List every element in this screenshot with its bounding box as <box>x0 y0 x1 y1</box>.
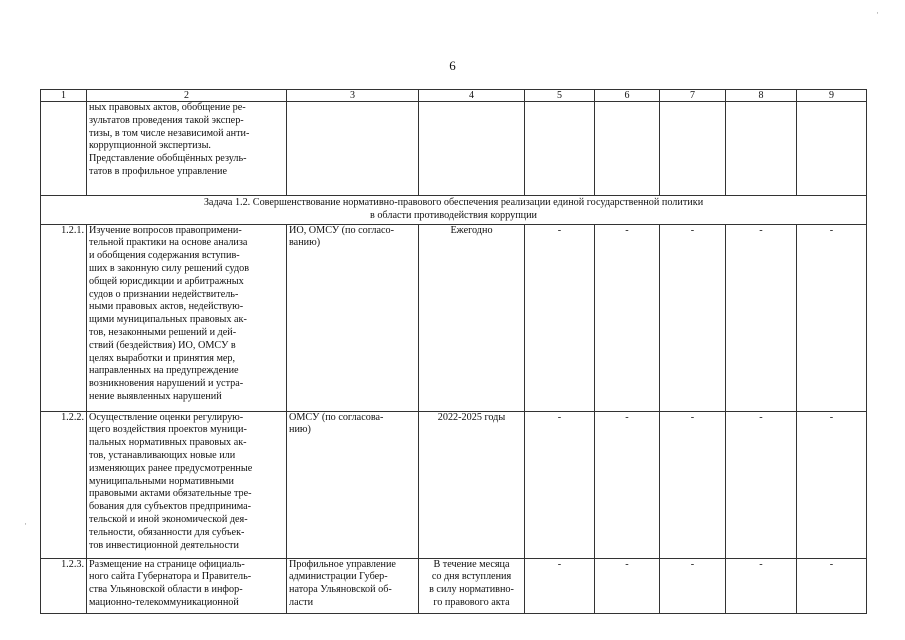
text-line: ших в законную силу решений судов <box>89 262 250 274</box>
text-line: Ежегодно <box>450 224 493 236</box>
text-line: нию) <box>289 424 311 436</box>
text-line: тов, незаконными решений и дей- <box>89 326 237 338</box>
header-cell: 8 <box>726 90 797 102</box>
text-line: ванию) <box>289 237 321 249</box>
text-line: ных правовых актов, обобщение ре- <box>89 102 246 113</box>
value-cell: - <box>660 411 726 558</box>
header-cell: 7 <box>660 90 726 102</box>
text-line: бования для субъектов предпринима- <box>89 501 252 513</box>
header-cell: 4 <box>419 90 525 102</box>
text-line: пальных нормативных правовых ак- <box>89 437 247 449</box>
measures-table <box>40 89 867 614</box>
value-cell: - <box>525 411 595 558</box>
header-cell: 3 <box>287 90 419 102</box>
column-number-header-row <box>41 90 867 102</box>
text-line: ОМСУ (по согласова- <box>289 411 384 423</box>
measure-number: 1.2.3. <box>41 558 87 613</box>
text-line: Осуществление оценки регулирую- <box>89 411 244 423</box>
value-cell: - <box>660 558 726 613</box>
value-cell: - <box>797 411 867 558</box>
text-line: нение выявленных нарушений <box>89 390 222 402</box>
text-line: тов инвестиционной деятельности <box>89 539 239 551</box>
header-cell: 9 <box>797 90 867 102</box>
value-cell: - <box>726 558 797 613</box>
text-line: со дня вступления <box>431 571 512 583</box>
measure-description <box>87 224 287 411</box>
text-line: тельской и иной экономической дея- <box>89 513 248 525</box>
text-line: щего воздействия проектов муници- <box>89 424 247 436</box>
measure-number: 1.2.1. <box>41 224 87 411</box>
value-cell: - <box>726 411 797 558</box>
text-line: ИО, ОМСУ (по согласо- <box>289 224 395 236</box>
measure-row-1-2-1 <box>41 224 867 411</box>
text-line: В течение месяца <box>433 558 510 570</box>
deadline-cell <box>419 102 525 196</box>
task-heading-line: в области противодействия коррупции <box>369 209 537 221</box>
task-heading <box>41 196 867 225</box>
text-line: го правового акта <box>433 596 510 608</box>
text-line: натора Ульяновской об- <box>289 584 392 596</box>
value-cell: - <box>525 224 595 411</box>
text-line: тельной практики на основе анализа <box>89 237 248 249</box>
text-line: муниципальными нормативными <box>89 475 234 487</box>
value-cell: - <box>797 558 867 613</box>
header-cell: 1 <box>41 90 87 102</box>
text-line: изменяющих ранее предусмотренные <box>89 462 253 474</box>
number-cell <box>41 102 87 196</box>
text-line: щими муниципальных правовых ак- <box>89 314 247 326</box>
measure-number: 1.2.2. <box>41 411 87 558</box>
text-line: ствий (бездействия) ИО, ОМСУ в <box>89 339 236 351</box>
executor <box>287 411 419 558</box>
value-cell: - <box>595 558 660 613</box>
text-line: и обобщения содержания вступив- <box>89 250 240 262</box>
value-cell <box>797 102 867 196</box>
value-cell: - <box>595 411 660 558</box>
executor <box>287 558 419 613</box>
header-cell: 2 <box>87 90 287 102</box>
deadline <box>419 411 525 558</box>
text-line: ласти <box>289 596 314 608</box>
text-line: мационно-телекоммуникационной <box>89 596 239 608</box>
measure-description <box>87 411 287 558</box>
text-line: Представление обобщённых резуль- <box>89 153 247 165</box>
value-cell: - <box>595 224 660 411</box>
executor <box>287 224 419 411</box>
value-cell: - <box>726 224 797 411</box>
text-line: тизы, в том числе независимой анти- <box>89 127 250 139</box>
text-line: общей юрисдикции и арбитражных <box>89 275 244 287</box>
text-line: ства Ульяновской области в инфор- <box>89 584 243 596</box>
text-line: Профильное управление <box>289 558 396 570</box>
measure-cell <box>87 102 287 196</box>
task-heading-row <box>41 196 867 225</box>
text-line: возникновения нарушений и устра- <box>89 378 244 390</box>
value-cell <box>525 102 595 196</box>
executor-cell <box>287 102 419 196</box>
value-cell: - <box>660 224 726 411</box>
deadline <box>419 224 525 411</box>
text-line: коррупционной экспертизы. <box>89 140 211 152</box>
text-line: татов в профильное управление <box>89 165 227 177</box>
value-cell: - <box>525 558 595 613</box>
scan-speck: · <box>876 8 879 18</box>
text-line: Изучение вопросов правопримени- <box>89 224 242 236</box>
text-line: тельности, обязанности для субъек- <box>89 526 245 538</box>
text-line: ного сайта Губернатора и Правитель- <box>89 571 252 583</box>
measure-description <box>87 558 287 613</box>
text-line: тов, устанавливающих новые или <box>89 449 236 461</box>
text-line: в силу нормативно- <box>429 584 514 596</box>
text-line: судов о признании недействитель- <box>89 288 239 300</box>
text-line: зультатов проведения такой экспер- <box>89 114 244 126</box>
value-cell: - <box>797 224 867 411</box>
header-cell: 6 <box>595 90 660 102</box>
value-cell <box>595 102 660 196</box>
measure-row-1-2-3 <box>41 558 867 613</box>
measure-row-1-2-2 <box>41 411 867 558</box>
text-line: администрации Губер- <box>289 571 388 583</box>
header-cell: 5 <box>525 90 595 102</box>
task-heading-line: Задача 1.2. Совершенствование нормативно-правового обеспечения реализации единой государственной политики <box>203 197 704 208</box>
continuation-row <box>41 102 867 196</box>
page-number: 6 <box>449 58 456 73</box>
text-line: ными правовых актов, недействую- <box>89 301 244 313</box>
text-line: правовыми актами обязательные тре- <box>89 488 252 500</box>
text-line: 2022-2025 годы <box>437 411 506 423</box>
value-cell <box>726 102 797 196</box>
text-line: направленных на предупреждение <box>89 365 239 377</box>
text-line: Размещение на странице официаль- <box>89 558 245 570</box>
scan-speck: · <box>24 519 27 529</box>
text-line: целях выработки и принятия мер, <box>89 352 236 364</box>
deadline <box>419 558 525 613</box>
value-cell <box>660 102 726 196</box>
